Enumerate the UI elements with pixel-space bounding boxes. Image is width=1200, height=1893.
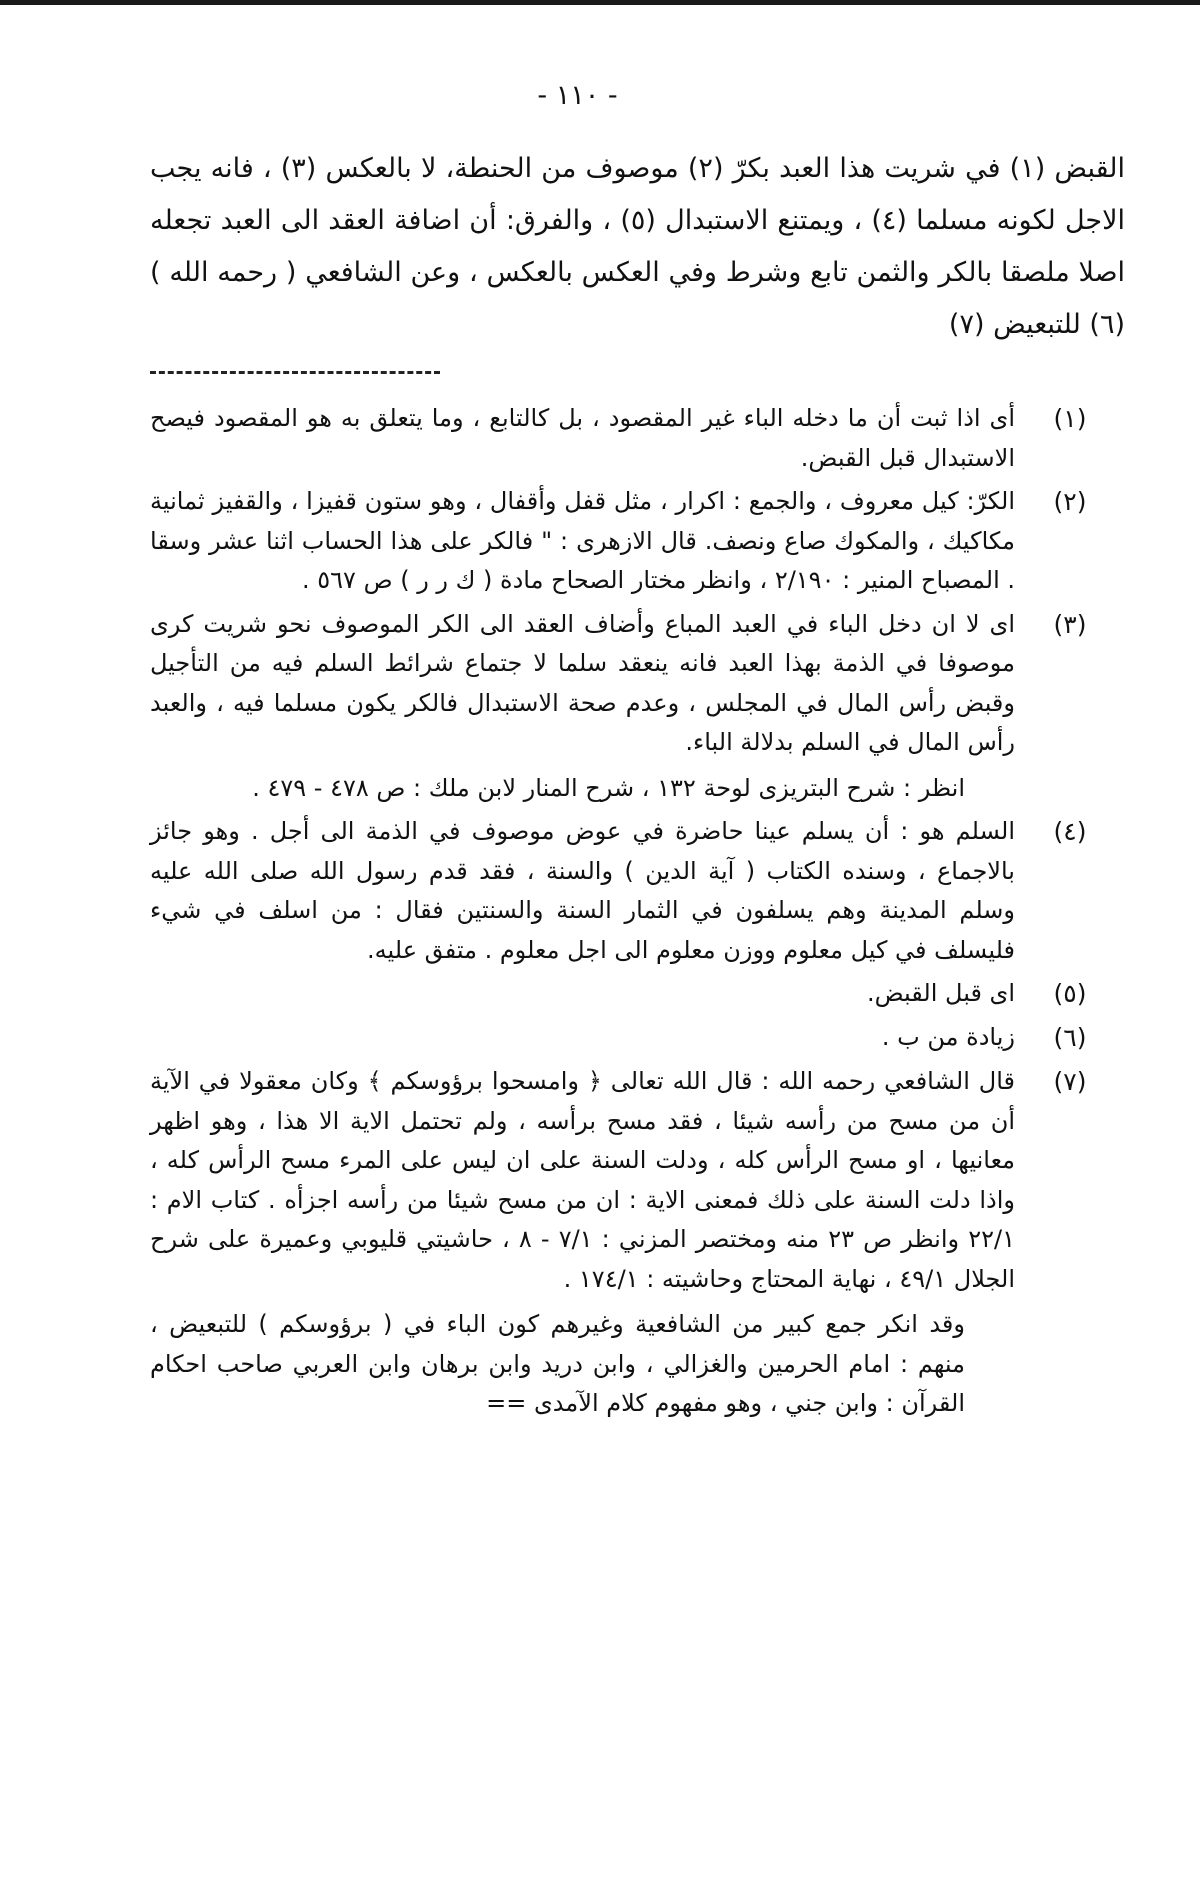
footnote-body — [150, 812, 1015, 970]
footnote — [150, 974, 1125, 1014]
main-text: القبض (١) في شريت هذا العبد بكرّ (٢) موصوف من الحنطة، لا بالعكس (٣) ، فانه يجب الاجل لكونه مسلما (٤) ، ويمتنع الاستبدال (٥) ، والفرق: أن اضافة العقد الى العبد تجعله اصلا ملصقا بالكر والثمن تابع وشرط وفي العكس بالعكس ، وعن الشافعي ( رحمه الله ) (٦) للتبعيض (٧) — [150, 153, 1125, 340]
scan-top-edge — [0, 0, 1200, 5]
page-number: - ١١٠ - — [537, 80, 618, 111]
footnote — [150, 1018, 1125, 1058]
footnote-number: (٦) — [1053, 1023, 1087, 1052]
footnote-body — [150, 1018, 1015, 1058]
footnote-body — [150, 1062, 1015, 1424]
footnote-number: (٢) — [1053, 487, 1087, 516]
footnote-body — [150, 974, 1015, 1014]
footnote — [150, 399, 1125, 478]
footnote-text: قال الشافعي رحمه الله : قال الله تعالى ﴿ وامسحوا برؤوسكم ﴾ وكان معقولا في الآية أن من مسح من رأسه شيئا ، فقد مسح برأسه ، ولم تحتمل الاية الا هذا ، وهو اظهر معانيها ، او مسح الرأس كله ، ودلت السنة على ان ليس على المرء مسح الرأس كله ، واذا دلت السنة على ذلك فمعنى الاية : ان من مسح شيئا من رأسه اجزأه . كتاب الام : ٢٢/١ وانظر ص ٢٣ منه ومختصر المزني : ٧/١ - ٨ ، حاشيتي قليوبي وعميرة على شرح الجلال ٤٩/١ ، نهاية المحتاج وحاشيته : ١٧٤/١ . — [150, 1067, 1015, 1293]
footnote-text: اى قبل القبض. — [867, 979, 1015, 1007]
footnote — [150, 605, 1125, 809]
footnote-text: أى اذا ثبت أن ما دخله الباء غير المقصود ، بل كالتابع ، وما يتعلق به هو المقصود فيصح الاستبدال قبل القبض. — [150, 404, 1015, 472]
footnote-body — [150, 482, 1015, 601]
footnote-number: (١) — [1053, 404, 1087, 433]
footnote-text: انظر : شرح البتريزى لوحة ١٣٢ ، شرح المنار لابن ملك : ص ٤٧٨ - ٤٧٩ . — [252, 773, 965, 802]
footnote-number: (٧) — [1053, 1067, 1087, 1096]
footnote — [150, 812, 1125, 970]
footnote-number: (٣) — [1053, 609, 1087, 639]
footnote-text: اى لا ان دخل الباء في العبد المباع وأضاف العقد الى الكر الموصوف نحو شريت كرى موصوفا في الذمة بهذا العبد فانه ينعقد سلما لا جتماع شرائط السلم فيه من التأجيل وقبض رأس المال في المجلس ، وعدم صحة الاستبدال فالكر يكون مسلما فيه ، والعبد رأس المال في السلم بدلالة الباء. — [150, 609, 1015, 756]
footnote-number: (٥) — [1053, 979, 1087, 1008]
footnote-body — [150, 399, 1015, 478]
footnote-text: السلم هو : أن يسلم عينا حاضرة في عوض موصوف في الذمة الى أجل . وهو جائز بالاجماع ، وسنده الكتاب ( آية الدين ) والسنة ، فقد قدم رسول الله صلى الله عليه وسلم المدينة وهم يسلفون في الثمار السنة والسنتين فقال : من اسلف في شيء فليسلف في كيل معلوم ووزن معلوم الى اجل معلوم . متفق عليه. — [150, 817, 1015, 964]
footnotes — [150, 399, 1125, 1424]
footnote-separator — [150, 351, 1125, 385]
footnote-text: وقد انكر جمع كبير من الشافعية وغيرهم كون الباء في ( برؤوسكم ) للتبعيض ، منهم : امام الحرمين والغزالي ، وابن دريد وابن برهان وابن العربي صاحب احكام القرآن : وابن جني ، وهو مفهوم كلام الآمدى == — [150, 1310, 965, 1417]
footnote-body — [150, 605, 1015, 809]
document-page — [150, 80, 1125, 1428]
footnote-text: زيادة من ب . — [881, 1023, 1015, 1051]
footnote-separator-line — [150, 371, 440, 374]
footnote — [150, 482, 1125, 601]
footnote — [150, 1062, 1125, 1424]
footnote-text: الكرّ: كيل معروف ، والجمع : اكرار ، مثل قفل وأقفال ، وهو ستون قفيزا ، والقفيز ثمانية مكاكيك ، والمكوك صاع ونصف. قال الازهرى : " فالكر على هذا الحساب اثنا عشر وسقا . المصباح المنير : ٢/١٩٠ ، وانظر مختار الصحاح مادة ( ك ر ر ) ص ٥٦٧ . — [150, 487, 1015, 594]
footnote-number: (٤) — [1053, 817, 1087, 846]
